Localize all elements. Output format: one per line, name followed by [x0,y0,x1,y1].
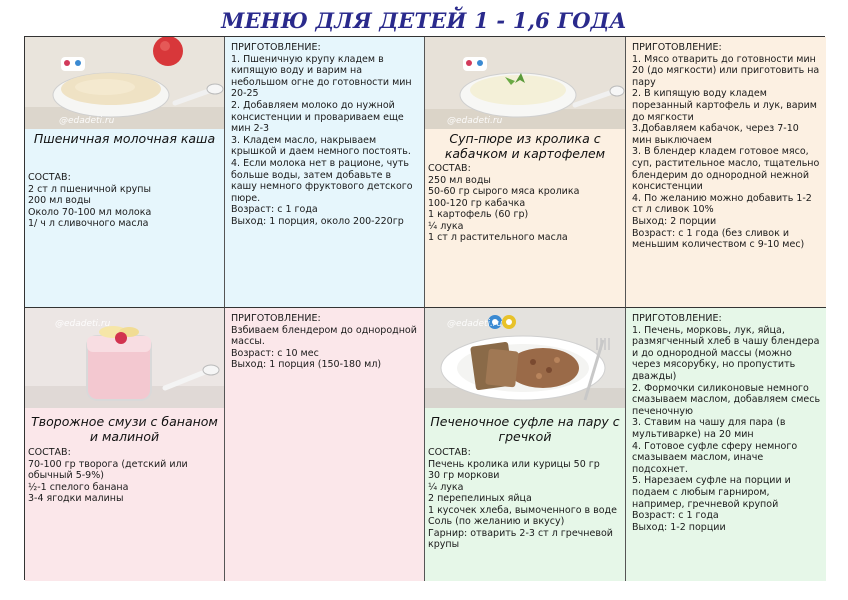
recipe-4-composition [428,447,622,551]
recipe-4-preparation [632,313,821,533]
recipe-1-ingredients [28,184,221,230]
recipe-2-preparation [632,42,821,251]
recipe-3-composition [28,447,221,505]
recipe-3-name: Творожное смузи с бананом и малиной [31,414,218,444]
preparation-step: Возраст: с 10 мес [231,347,319,359]
ingredient-item: 50-60 гр сырого мяса кролика [428,186,580,197]
ingredient-item: 100-120 гр кабачка [428,197,526,209]
preparation-step: 1. Печень, морковь, лук, яйца, размягченный хлеб в чашу блендера и до однородной массы (можно через мясорубку, но пропустить дважды) [632,324,820,382]
recipe-4-preparation-label: ПРИГОТОВЛЕНИЕ: [632,313,722,324]
souffle-plate-image [425,308,625,408]
preparation-step: Возраст: с 1 года [231,204,318,216]
page-title: МЕНЮ ДЛЯ ДЕТЕЙ 1 - 1,6 ГОДА [221,8,627,33]
recipe-4-name: Печеночное суфле на пару с гречкой [430,414,620,444]
recipe-2-ingredients [428,175,622,244]
ingredient-item: Соль (по желанию и вкусу) [428,516,565,527]
recipe-3-composition-label: СОСТАВ: [28,447,71,458]
ingredient-item: 1/ ч л сливочного масла [28,218,149,229]
preparation-step: 1. Мясо отварить до готовности мин 20 (до мягкости) или приготовить на пару [632,53,820,88]
ingredient-item: 2 перепелиных яйца [428,493,532,504]
menu-grid [24,36,825,580]
recipe-4-composition-label: СОСТАВ: [428,447,471,458]
recipe-1-photo [25,37,224,129]
recipe-4-watermark: @edadeti.ru [447,319,503,329]
recipe-1-composition [28,172,221,230]
recipe-1-preparation [231,42,419,228]
recipe-2-preparation-card [626,37,826,308]
recipe-1-watermark: @edadeti.ru [59,116,115,126]
recipe-3-photo [25,308,224,408]
recipe-3-steps [231,325,419,371]
recipe-3-card [25,308,225,581]
recipe-3-preparation-label: ПРИГОТОВЛЕНИЕ: [231,313,321,324]
preparation-step: Взбиваем блендером до однородной массы. [231,324,417,348]
preparation-step: 2. В кипящую воду кладем порезанный картофель и лук, варим до мягкости [632,88,817,123]
recipe-2-name: Суп-пюре из кролика с кабачком и картофелем [444,131,606,161]
recipe-4-photo [425,308,625,408]
preparation-step: 3.Добавляем кабачок, через 7-10 мин выключаем [632,123,799,146]
preparation-step: 4. Готовое суфле сферу немного смазываем маслом, иначе подсохнет. [632,440,798,475]
preparation-step: Возраст: с 1 года [632,510,719,522]
recipe-2-watermark: @edadeti.ru [447,116,503,126]
recipe-2-photo [425,37,625,129]
ingredient-item: Гарнир: отварить 2-3 ст л гречневой крупы [428,527,613,550]
recipe-1-preparation-card [225,37,425,308]
preparation-step: 5. Нарезаем суфле на порции и подаем с любым гарниром, например, гречневой крупой [632,475,791,510]
recipe-1-steps [231,54,419,228]
recipe-4-card [425,308,626,581]
preparation-step: Выход: 1 порция (150-180 мл) [231,359,382,371]
preparation-step: 1. Пшеничную крупу кладем в кипящую воду и варим на небольшом огне до готовности мин 20-25 [231,53,412,100]
smoothie-jar-image [25,308,224,408]
preparation-step: 2. Формочки силиконовые немного смазываем маслом, добавляем смесь печеночную [632,382,821,417]
preparation-step: 3. Ставим на чашу для пара (в мультиварке) на 20 мин [632,417,786,440]
preparation-step: 2. Добавляем молоко до нужной консистенции и провариваем еще мин 2-3 [231,99,404,135]
preparation-step: 3. Кладем масло, накрываем крышкой и даем немного постоять. [231,134,411,158]
preparation-step: 3. В блендер кладем готовое мясо, суп, растительное масло, тщательно блендерим до однородной нежной консистенции [632,146,820,193]
recipe-4-preparation-card [626,308,826,581]
porridge-bowl-image [25,37,224,129]
recipe-2-composition [428,163,622,244]
recipe-2-card [425,37,626,308]
recipe-4-ingredients [428,459,622,551]
ingredient-item: 1 ст л растительного масла [428,232,568,243]
preparation-step: Выход: 1 порция, около 200-220гр [231,215,404,227]
ingredient-item: 70-100 гр творога (детский или обычный 5-9%) [28,458,188,481]
recipe-3-preparation [231,313,419,371]
recipe-2-preparation-label: ПРИГОТОВЛЕНИЕ: [632,42,722,53]
ingredient-item: 200 мл воды [28,195,91,206]
preparation-step: Возраст: с 1 года (без сливок и меньшим количеством с 9-10 мес) [632,227,805,251]
preparation-step: 4. Если молока нет в рационе, чуть больше воды, затем добавьте в кашу немного фруктового детского пюре. [231,157,413,204]
recipe-1-card [25,37,225,308]
ingredient-item: 3-4 ягодки малины [28,493,124,504]
recipe-1-preparation-label: ПРИГОТОВЛЕНИЕ: [231,42,321,53]
preparation-step: Выход: 1-2 порции [632,521,726,533]
ingredient-item: ¼ лука [428,220,464,232]
recipe-1-name: Пшеничная молочная каша [33,131,216,146]
recipe-2-composition-label: СОСТАВ: [428,163,471,174]
recipe-3-watermark: @edadeti.ru [55,319,111,329]
preparation-step: 4. По желанию можно добавить 1-2 ст л сливок 10% [632,192,812,216]
recipe-2-steps [632,54,821,251]
ingredient-item: 2 ст л пшеничной крупы [28,183,151,195]
recipe-3-preparation-card [225,308,425,581]
recipe-1-composition-label: СОСТАВ: [28,172,71,183]
ingredient-item: 1 картофель (60 гр) [428,209,529,220]
ingredient-item: ½-1 спелого банана [28,481,129,493]
ingredient-item: 30 гр моркови [428,470,500,481]
ingredient-item: 1 кусочек хлеба, вымоченного в воде [428,504,617,516]
recipe-4-steps [632,325,821,534]
ingredient-item: ¼ лука [428,481,464,493]
recipe-3-ingredients [28,459,221,505]
ingredient-item: 250 мл воды [428,174,491,186]
ingredient-item: Около 70-100 мл молока [28,206,152,218]
ingredient-item: Печень кролика или курицы 50 гр [428,458,600,470]
soup-bowl-image [425,37,625,129]
preparation-step: Выход: 2 порции [632,215,717,227]
